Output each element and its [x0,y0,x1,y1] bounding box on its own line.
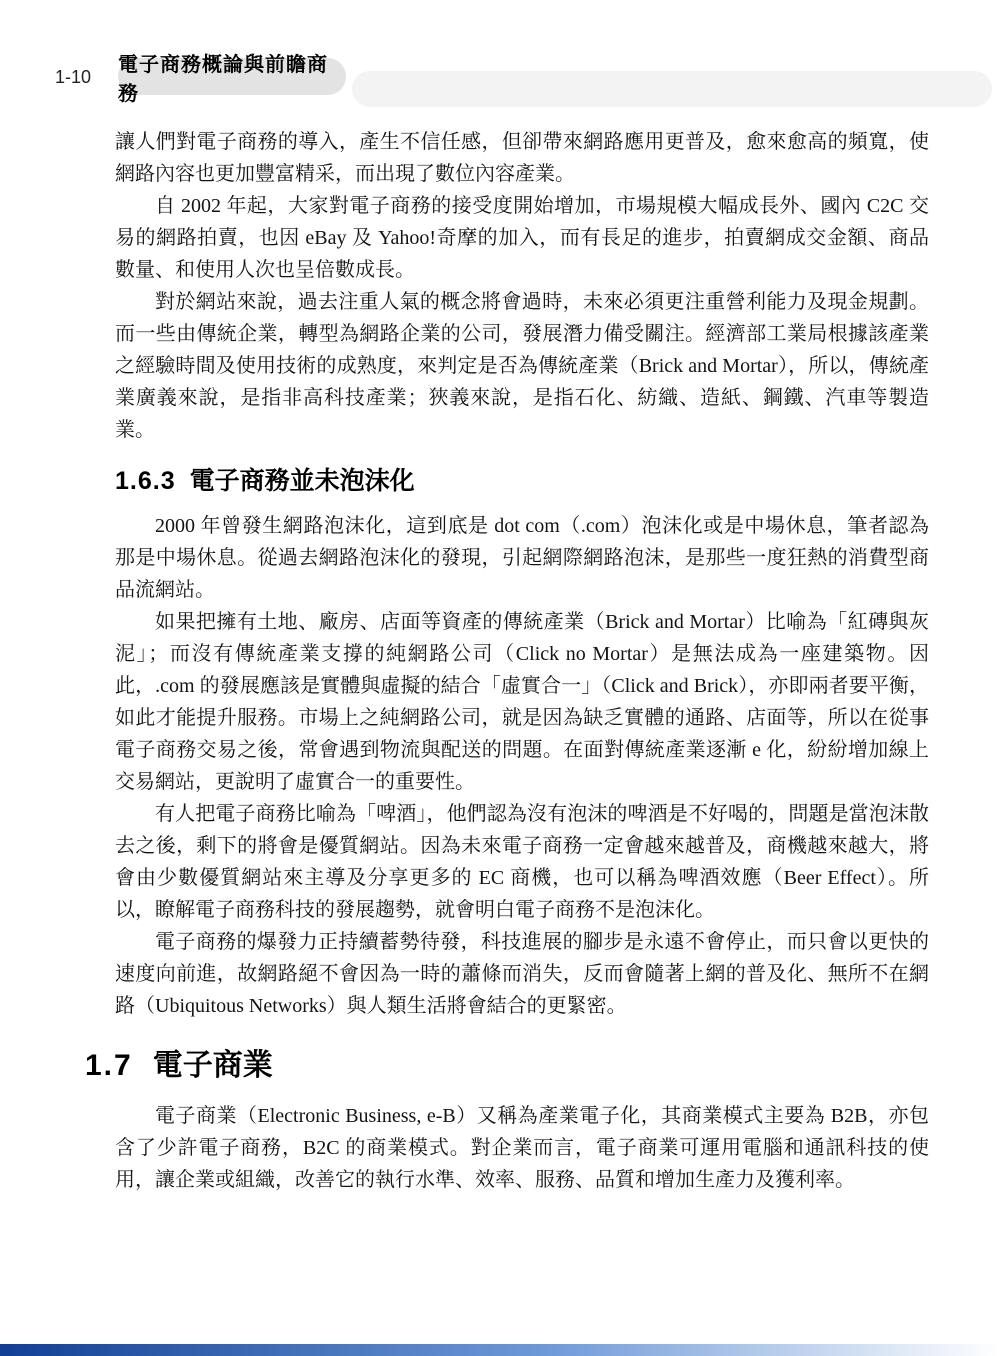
section-number: 1.7 [85,1049,133,1082]
header-badge [118,53,346,105]
section-number: 1.6.3 [115,467,176,495]
header-badge-trail [352,71,992,107]
paragraph-intro-2: 自 2002 年起，大家對電子商務的接受度開始增加，市場規模大幅成長外、國內 C2C 交易的網路拍賣，也因 eBay 及 Yahoo!奇摩的加入，而有長足的進步，拍賣網成交金額、商品數量、和使用人次也呈倍數成長。 [115,195,929,281]
paragraph-163-2: 如果把擁有土地、廠房、店面等資產的傳統產業（Brick and Mortar）比喻為「紅磚與灰泥」；而沒有傳統產業支撐的純網路公司（Click no Mortar）是無法成為一座建築物。因此，.com 的發展應該是實體與虛擬的結合「虛實合一」（Click and Brick），亦即兩者要平衡，如此才能提升服務。市場上之純網路公司，就是因為缺乏實體的通路、店面等，所以在從事電子商務交易之後，常會遇到物流與配送的問題。在面對傳統產業逐漸 e 化，紛紛增加線上交易網站，更說明了虛實合一的重要性。 [115,611,929,793]
section-title: 電子商務並未泡沫化 [189,467,415,495]
paragraph-163-4: 電子商務的爆發力正持續蓄勢待發，科技進展的腳步是永遠不會停止，而只會以更快的速度向前進，故網路絕不會因為一時的蕭條而消失，反而會隨著上網的普及化、無所不在網路（Ubiquitous Networks）與人類生活將會結合的更緊密。 [115,931,929,1017]
page-content [85,126,929,1196]
paragraph-163-3: 有人把電子商務比喻為「啤酒」，他們認為沒有泡沫的啤酒是不好喝的，問題是當泡沫散去之後，剩下的將會是優質網站。因為未來電子商務一定會越來越普及，商機越來越大，將會由少數優質網站來主導及分享更多的 EC 商機，也可以稱為啤酒效應（Beer Effect）。所以，瞭解電子商務科技的發展趨勢，就會明白電子商務不是泡沫化。 [115,803,929,921]
paragraph-17-1: 電子商業（Electronic Business, e-B）又稱為產業電子化，其商業模式主要為 B2B，亦包含了少許電子商務，B2C 的商業模式。對企業而言，電子商業可運用電腦和通訊科技的使用，讓企業或組織，改善它的執行水準、效率、服務、品質和增加生產力及獲利率。 [115,1105,929,1191]
paragraph-163-1: 2000 年曾發生網路泡沫化，這到底是 dot com（.com）泡沫化或是中場休息，筆者認為那是中場休息。從過去網路泡沫化的發現，引起網際網路泡沫，是那些一度狂熱的消費型商品流網站。 [115,515,929,601]
book-title: 電子商務概論與前瞻商務 [118,53,328,105]
section-title: 電子商業 [152,1049,273,1082]
footer-gradient-bar [0,1344,1000,1356]
section-heading-1-6-3 [115,462,929,500]
page-number: 1-10 [55,67,92,87]
section-heading-1-7 [85,1044,929,1088]
paragraph-intro-3: 對於網站來說，過去注重人氣的概念將會過時，未來必須更注重營利能力及現金規劃。而一些由傳統企業，轉型為網路企業的公司，發展潛力備受關注。經濟部工業局根據該產業之經驗時間及使用技術的成熟度，來判定是否為傳統產業（Brick and Mortar），所以，傳統產業廣義來說，是指非高科技產業；狹義來說，是指石化、紡織、造紙、鋼鐵、汽車等製造業。 [115,291,929,441]
page-header [0,53,1000,110]
paragraph-intro-1: 讓人們對電子商務的導入，產生不信任感，但卻帶來網路應用更普及，愈來愈高的頻寬，使網路內容也更加豐富精采，而出現了數位內容產業。 [115,131,929,185]
